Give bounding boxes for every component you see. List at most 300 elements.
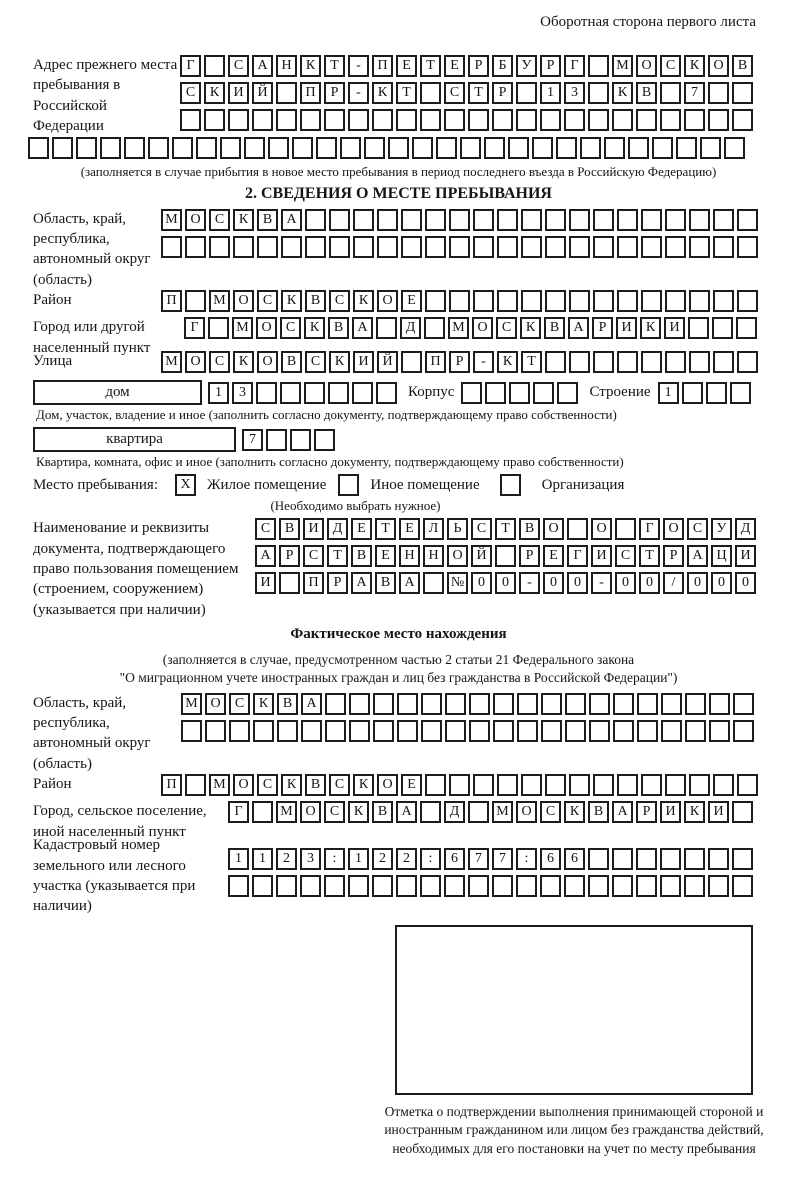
form-cell[interactable]: Т	[468, 82, 489, 104]
form-cell[interactable]: О	[300, 801, 321, 823]
form-cell[interactable]	[468, 801, 489, 823]
form-cell[interactable]	[281, 236, 302, 258]
form-cell[interactable]	[521, 290, 542, 312]
form-cell[interactable]	[373, 720, 394, 742]
form-cell[interactable]	[349, 720, 370, 742]
form-cell[interactable]	[497, 290, 518, 312]
form-cell[interactable]	[421, 720, 442, 742]
form-cell[interactable]	[314, 429, 335, 451]
form-cell[interactable]	[737, 236, 758, 258]
form-cell[interactable]: С	[255, 518, 276, 540]
form-cell[interactable]: К	[329, 351, 350, 373]
form-cell[interactable]	[569, 236, 590, 258]
form-cell[interactable]: Й	[471, 545, 492, 567]
form-cell[interactable]	[737, 351, 758, 373]
form-cell[interactable]: С	[496, 317, 517, 339]
form-cell[interactable]: Ь	[447, 518, 468, 540]
form-cell[interactable]: 1	[540, 82, 561, 104]
form-cell[interactable]: И	[353, 351, 374, 373]
form-cell[interactable]	[665, 774, 686, 796]
form-cell[interactable]: 3	[564, 82, 585, 104]
form-cell[interactable]: П	[161, 290, 182, 312]
form-cell[interactable]: -	[519, 572, 540, 594]
form-cell[interactable]	[420, 109, 441, 131]
form-cell[interactable]	[569, 351, 590, 373]
form-cell[interactable]	[473, 236, 494, 258]
form-cell[interactable]	[252, 801, 273, 823]
form-cell[interactable]	[52, 137, 73, 159]
form-cell[interactable]	[545, 774, 566, 796]
form-cell[interactable]	[185, 290, 206, 312]
form-cell[interactable]: -	[348, 55, 369, 77]
form-cell[interactable]: :	[324, 848, 345, 870]
form-cell[interactable]	[661, 720, 682, 742]
form-cell[interactable]: Е	[401, 774, 422, 796]
form-cell[interactable]	[348, 109, 369, 131]
form-cell[interactable]	[567, 518, 588, 540]
form-cell[interactable]	[436, 137, 457, 159]
form-cell[interactable]: 1	[208, 382, 229, 404]
form-cell[interactable]	[615, 518, 636, 540]
form-cell[interactable]: В	[519, 518, 540, 540]
form-cell[interactable]	[593, 236, 614, 258]
form-cell[interactable]	[256, 382, 277, 404]
form-cell[interactable]	[588, 109, 609, 131]
form-cell[interactable]	[612, 109, 633, 131]
form-cell[interactable]	[713, 351, 734, 373]
form-cell[interactable]: :	[420, 848, 441, 870]
checkbox[interactable]	[338, 474, 359, 496]
form-cell[interactable]	[444, 875, 465, 897]
form-cell[interactable]	[377, 209, 398, 231]
form-cell[interactable]	[100, 137, 121, 159]
form-cell[interactable]: С	[229, 693, 250, 715]
form-cell[interactable]	[304, 382, 325, 404]
form-cell[interactable]	[485, 382, 506, 404]
form-cell[interactable]: 7	[468, 848, 489, 870]
form-cell[interactable]	[209, 236, 230, 258]
form-cell[interactable]: С	[615, 545, 636, 567]
form-cell[interactable]: М	[448, 317, 469, 339]
form-cell[interactable]	[545, 209, 566, 231]
form-cell[interactable]	[449, 209, 470, 231]
form-cell[interactable]: 0	[615, 572, 636, 594]
form-cell[interactable]	[517, 720, 538, 742]
form-cell[interactable]	[732, 801, 753, 823]
form-cell[interactable]	[557, 382, 578, 404]
form-cell[interactable]: М	[276, 801, 297, 823]
form-cell[interactable]	[468, 109, 489, 131]
form-cell[interactable]: С	[305, 351, 326, 373]
form-cell[interactable]: К	[204, 82, 225, 104]
form-cell[interactable]	[228, 109, 249, 131]
form-cell[interactable]: И	[616, 317, 637, 339]
form-cell[interactable]: К	[612, 82, 633, 104]
form-cell[interactable]: В	[305, 290, 326, 312]
form-cell[interactable]: С	[324, 801, 345, 823]
form-cell[interactable]: С	[329, 290, 350, 312]
form-cell[interactable]: Д	[735, 518, 756, 540]
form-cell[interactable]	[377, 236, 398, 258]
form-cell[interactable]	[445, 693, 466, 715]
form-cell[interactable]: Т	[327, 545, 348, 567]
form-cell[interactable]	[204, 55, 225, 77]
form-cell[interactable]	[641, 236, 662, 258]
form-cell[interactable]: М	[209, 290, 230, 312]
form-cell[interactable]: А	[351, 572, 372, 594]
form-cell[interactable]	[660, 82, 681, 104]
form-cell[interactable]: О	[591, 518, 612, 540]
form-cell[interactable]: -	[348, 82, 369, 104]
form-cell[interactable]	[229, 720, 250, 742]
form-cell[interactable]	[617, 236, 638, 258]
form-cell[interactable]: А	[396, 801, 417, 823]
form-cell[interactable]: Д	[400, 317, 421, 339]
form-cell[interactable]	[180, 109, 201, 131]
form-cell[interactable]	[372, 875, 393, 897]
form-cell[interactable]: Е	[543, 545, 564, 567]
form-cell[interactable]	[685, 720, 706, 742]
form-cell[interactable]: Р	[468, 55, 489, 77]
form-cell[interactable]	[364, 137, 385, 159]
form-cell[interactable]	[280, 382, 301, 404]
form-cell[interactable]	[712, 317, 733, 339]
form-cell[interactable]: Е	[351, 518, 372, 540]
form-cell[interactable]	[420, 82, 441, 104]
form-cell[interactable]	[492, 109, 513, 131]
form-cell[interactable]	[495, 545, 516, 567]
form-cell[interactable]	[508, 137, 529, 159]
form-cell[interactable]: 0	[495, 572, 516, 594]
form-cell[interactable]: /	[663, 572, 684, 594]
form-cell[interactable]	[684, 109, 705, 131]
form-cell[interactable]	[324, 109, 345, 131]
form-cell[interactable]	[497, 236, 518, 258]
form-cell[interactable]: Е	[375, 545, 396, 567]
form-cell[interactable]: В	[257, 209, 278, 231]
form-cell[interactable]	[685, 693, 706, 715]
form-cell[interactable]: 6	[564, 848, 585, 870]
form-cell[interactable]	[588, 875, 609, 897]
form-cell[interactable]: Г	[564, 55, 585, 77]
form-cell[interactable]: О	[663, 518, 684, 540]
form-cell[interactable]	[541, 693, 562, 715]
form-cell[interactable]	[305, 236, 326, 258]
form-cell[interactable]: А	[399, 572, 420, 594]
form-cell[interactable]	[708, 848, 729, 870]
form-cell[interactable]: 2	[372, 848, 393, 870]
form-cell[interactable]: К	[348, 801, 369, 823]
form-cell[interactable]	[266, 429, 287, 451]
form-cell[interactable]	[425, 236, 446, 258]
form-cell[interactable]	[637, 693, 658, 715]
form-cell[interactable]	[376, 382, 397, 404]
form-cell[interactable]	[329, 209, 350, 231]
form-cell[interactable]	[737, 774, 758, 796]
form-cell[interactable]: М	[161, 209, 182, 231]
form-cell[interactable]: 2	[396, 848, 417, 870]
form-cell[interactable]	[228, 875, 249, 897]
form-cell[interactable]: В	[544, 317, 565, 339]
form-cell[interactable]	[497, 209, 518, 231]
form-cell[interactable]: С	[444, 82, 465, 104]
form-cell[interactable]: В	[636, 82, 657, 104]
form-cell[interactable]	[593, 290, 614, 312]
form-cell[interactable]	[737, 209, 758, 231]
form-cell[interactable]: К	[372, 82, 393, 104]
form-cell[interactable]: В	[351, 545, 372, 567]
form-cell[interactable]: О	[256, 317, 277, 339]
form-cell[interactable]	[401, 236, 422, 258]
form-cell[interactable]	[397, 693, 418, 715]
form-cell[interactable]: 6	[444, 848, 465, 870]
checkbox[interactable]	[500, 474, 521, 496]
form-cell[interactable]	[185, 236, 206, 258]
form-cell[interactable]: 0	[543, 572, 564, 594]
form-cell[interactable]: И	[255, 572, 276, 594]
form-cell[interactable]	[148, 137, 169, 159]
form-cell[interactable]	[689, 209, 710, 231]
form-cell[interactable]	[637, 720, 658, 742]
form-cell[interactable]	[565, 693, 586, 715]
form-cell[interactable]: О	[205, 693, 226, 715]
form-cell[interactable]: Г	[639, 518, 660, 540]
form-cell[interactable]: 0	[735, 572, 756, 594]
form-cell[interactable]	[397, 720, 418, 742]
form-cell[interactable]: №	[447, 572, 468, 594]
form-cell[interactable]	[424, 317, 445, 339]
form-cell[interactable]	[244, 137, 265, 159]
form-cell[interactable]	[564, 109, 585, 131]
form-cell[interactable]: П	[303, 572, 324, 594]
form-cell[interactable]	[276, 875, 297, 897]
form-cell[interactable]	[588, 55, 609, 77]
form-cell[interactable]: Р	[279, 545, 300, 567]
form-cell[interactable]	[161, 236, 182, 258]
form-cell[interactable]: Р	[663, 545, 684, 567]
form-cell[interactable]	[588, 82, 609, 104]
form-cell[interactable]	[665, 209, 686, 231]
form-cell[interactable]	[516, 875, 537, 897]
form-cell[interactable]	[700, 137, 721, 159]
form-cell[interactable]	[706, 382, 727, 404]
form-cell[interactable]: В	[281, 351, 302, 373]
form-cell[interactable]: П	[425, 351, 446, 373]
form-cell[interactable]	[449, 774, 470, 796]
form-cell[interactable]	[521, 209, 542, 231]
form-cell[interactable]	[300, 109, 321, 131]
form-cell[interactable]	[541, 720, 562, 742]
form-cell[interactable]	[665, 290, 686, 312]
form-cell[interactable]: 3	[232, 382, 253, 404]
form-cell[interactable]	[220, 137, 241, 159]
form-cell[interactable]	[28, 137, 49, 159]
form-cell[interactable]	[325, 693, 346, 715]
form-cell[interactable]: В	[732, 55, 753, 77]
form-cell[interactable]: Т	[420, 55, 441, 77]
form-cell[interactable]: 1	[252, 848, 273, 870]
form-cell[interactable]	[612, 848, 633, 870]
form-cell[interactable]	[730, 382, 751, 404]
form-cell[interactable]: О	[472, 317, 493, 339]
form-cell[interactable]	[469, 720, 490, 742]
form-cell[interactable]: С	[257, 290, 278, 312]
form-cell[interactable]: Д	[444, 801, 465, 823]
form-cell[interactable]: К	[564, 801, 585, 823]
form-cell[interactable]: А	[252, 55, 273, 77]
form-cell[interactable]: И	[708, 801, 729, 823]
form-cell[interactable]	[565, 720, 586, 742]
form-cell[interactable]	[708, 82, 729, 104]
form-cell[interactable]	[425, 774, 446, 796]
form-cell[interactable]: О	[516, 801, 537, 823]
form-cell[interactable]	[661, 693, 682, 715]
form-cell[interactable]: С	[660, 55, 681, 77]
form-cell[interactable]	[724, 137, 745, 159]
form-cell[interactable]	[76, 137, 97, 159]
form-cell[interactable]	[684, 848, 705, 870]
form-cell[interactable]	[604, 137, 625, 159]
form-cell[interactable]: Н	[399, 545, 420, 567]
form-cell[interactable]	[652, 137, 673, 159]
form-cell[interactable]	[493, 720, 514, 742]
form-cell[interactable]	[660, 875, 681, 897]
form-cell[interactable]: Г	[184, 317, 205, 339]
form-cell[interactable]	[665, 351, 686, 373]
form-cell[interactable]	[636, 875, 657, 897]
form-cell[interactable]	[268, 137, 289, 159]
form-cell[interactable]	[460, 137, 481, 159]
form-cell[interactable]: У	[516, 55, 537, 77]
form-cell[interactable]	[636, 848, 657, 870]
form-cell[interactable]: 7	[492, 848, 513, 870]
form-cell[interactable]	[713, 209, 734, 231]
form-cell[interactable]: 1	[348, 848, 369, 870]
form-cell[interactable]: М	[161, 351, 182, 373]
form-cell[interactable]	[204, 109, 225, 131]
form-cell[interactable]: Б	[492, 55, 513, 77]
form-cell[interactable]	[412, 137, 433, 159]
form-cell[interactable]: Р	[540, 55, 561, 77]
form-cell[interactable]	[373, 693, 394, 715]
form-cell[interactable]	[708, 109, 729, 131]
form-cell[interactable]: С	[209, 209, 230, 231]
form-cell[interactable]	[736, 317, 757, 339]
form-cell[interactable]: О	[708, 55, 729, 77]
form-cell[interactable]	[252, 109, 273, 131]
form-cell[interactable]: Н	[423, 545, 444, 567]
form-cell[interactable]: М	[612, 55, 633, 77]
form-cell[interactable]	[328, 382, 349, 404]
form-cell[interactable]: 0	[687, 572, 708, 594]
form-cell[interactable]	[708, 875, 729, 897]
form-cell[interactable]: О	[543, 518, 564, 540]
form-cell[interactable]: С	[280, 317, 301, 339]
form-cell[interactable]	[588, 848, 609, 870]
form-cell[interactable]	[641, 209, 662, 231]
form-cell[interactable]: И	[303, 518, 324, 540]
form-cell[interactable]	[257, 236, 278, 258]
form-cell[interactable]: К	[684, 55, 705, 77]
form-cell[interactable]	[521, 774, 542, 796]
form-cell[interactable]: Т	[495, 518, 516, 540]
form-cell[interactable]	[420, 875, 441, 897]
form-cell[interactable]	[473, 209, 494, 231]
form-cell[interactable]	[445, 720, 466, 742]
form-cell[interactable]	[569, 774, 590, 796]
form-cell[interactable]	[709, 720, 730, 742]
form-cell[interactable]: М	[209, 774, 230, 796]
form-cell[interactable]	[540, 109, 561, 131]
form-cell[interactable]: И	[735, 545, 756, 567]
form-cell[interactable]	[689, 290, 710, 312]
form-cell[interactable]	[660, 109, 681, 131]
form-cell[interactable]	[545, 236, 566, 258]
form-cell[interactable]	[468, 875, 489, 897]
form-cell[interactable]: В	[588, 801, 609, 823]
form-cell[interactable]	[532, 137, 553, 159]
form-cell[interactable]: Е	[401, 290, 422, 312]
form-cell[interactable]: К	[640, 317, 661, 339]
form-cell[interactable]	[279, 572, 300, 594]
form-cell[interactable]	[316, 137, 337, 159]
form-cell[interactable]	[353, 209, 374, 231]
form-cell[interactable]	[569, 290, 590, 312]
form-cell[interactable]: В	[372, 801, 393, 823]
form-cell[interactable]: О	[636, 55, 657, 77]
form-cell[interactable]: К	[233, 209, 254, 231]
form-cell[interactable]: К	[281, 774, 302, 796]
form-cell[interactable]	[449, 236, 470, 258]
form-cell[interactable]: О	[233, 774, 254, 796]
form-cell[interactable]	[372, 109, 393, 131]
form-cell[interactable]: И	[228, 82, 249, 104]
form-cell[interactable]: В	[328, 317, 349, 339]
form-cell[interactable]	[660, 848, 681, 870]
form-cell[interactable]	[473, 774, 494, 796]
form-cell[interactable]	[444, 109, 465, 131]
form-cell[interactable]: К	[300, 55, 321, 77]
form-cell[interactable]: Р	[636, 801, 657, 823]
form-cell[interactable]	[290, 429, 311, 451]
form-cell[interactable]: 2	[276, 848, 297, 870]
form-cell[interactable]: Т	[396, 82, 417, 104]
form-cell[interactable]	[276, 109, 297, 131]
form-cell[interactable]	[205, 720, 226, 742]
form-cell[interactable]	[737, 290, 758, 312]
form-cell[interactable]	[301, 720, 322, 742]
form-cell[interactable]	[353, 236, 374, 258]
form-cell[interactable]	[484, 137, 505, 159]
form-cell[interactable]: А	[281, 209, 302, 231]
form-cell[interactable]: -	[591, 572, 612, 594]
form-cell[interactable]: О	[447, 545, 468, 567]
form-cell[interactable]: С	[257, 774, 278, 796]
form-cell[interactable]	[689, 774, 710, 796]
form-cell[interactable]: И	[664, 317, 685, 339]
form-cell[interactable]: Р	[492, 82, 513, 104]
form-cell[interactable]	[461, 382, 482, 404]
form-cell[interactable]	[376, 317, 397, 339]
form-cell[interactable]	[689, 351, 710, 373]
form-cell[interactable]	[612, 875, 633, 897]
form-cell[interactable]	[589, 720, 610, 742]
form-cell[interactable]	[564, 875, 585, 897]
form-cell[interactable]: П	[372, 55, 393, 77]
form-cell[interactable]	[732, 875, 753, 897]
form-cell[interactable]: 7	[242, 429, 263, 451]
form-cell[interactable]: Й	[377, 351, 398, 373]
